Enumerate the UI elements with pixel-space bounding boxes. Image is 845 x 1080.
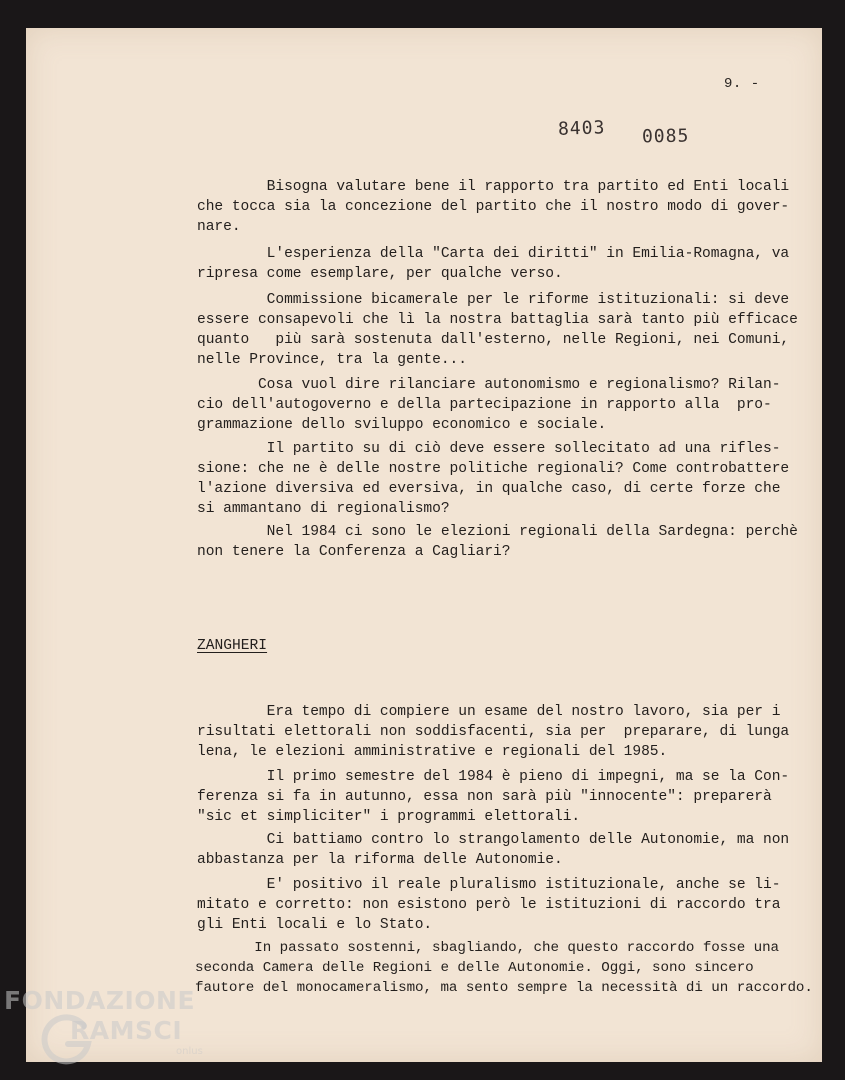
paragraph-3: Commissione bicamerale per le riforme istituzionali: si deve essere consapevoli che lì la nostra battaglia sarà tanto più efficace quanto più sarà sostenuta dall'esterno, nelle Regioni, nei Comuni, nelle Province, tra la gente...: [197, 292, 798, 368]
foundation-watermark: [4, 986, 224, 1076]
stamp-number-right: 0085: [641, 125, 690, 148]
speaker-paragraph-3: Ci battiamo contro lo strangolamento delle Autonomie, ma non abbastanza per la riforma delle Autonomie.: [197, 832, 790, 868]
speaker-paragraph-2: Il primo semestre del 1984 è pieno di impegni, ma se la Con- ferenza si fa in autunno, essa non sarà più "innocente": preparerà "sic et simpliciter" i programmi elettorali.: [197, 769, 790, 825]
paragraph-6: Nel 1984 ci sono le elezioni regionali della Sardegna: perchè non tenere la Conferenza a Cagliari?: [197, 524, 798, 560]
speaker-paragraph-1: Era tempo di compiere un esame del nostro lavoro, sia per i risultati elettorali non soddisfacenti, sia per preparare, di lunga lena, le elezioni amministrative e regionali del 1985.: [197, 704, 790, 760]
watermark-line-2: RAMSCI: [70, 1016, 183, 1045]
paragraph-2: L'esperienza della "Carta dei diritti" in Emilia-Romagna, ripresa come esemplare, per qualche verso.: [197, 246, 763, 282]
speaker-heading: ZANGHERI: [197, 638, 268, 654]
page-number: 9. -: [724, 76, 760, 92]
paragraph-1: Bisogna valutare bene il rapporto tra partito ed Enti locali che tocca sia la concezione del partito che il nostro modo di gover- nare.: [197, 179, 790, 235]
speaker-paragraph-5: In passato sostenni, sbagliando, che questo raccordo fosse una seconda Camera delle Regioni e delle Autonomie. Oggi, sono sincero fautore del monocameralismo, ma sento sempre la necessità di un raccordo.: [195, 940, 813, 996]
speaker-paragraph-4: E' positivo il reale pluralismo istituzionale, anche se li- mitato e corretto: non esistono però le istituzioni di raccordo tra gli Enti locali e lo Stato.: [197, 877, 781, 933]
stamp-number-left: 8403: [557, 117, 606, 140]
paragraph-4: Cosa vuol dire rilanciare autonomismo e regionalismo? Rilan- cio dell'autogoverno e della partecipazione in rapporto alla pro- grammazione dello sviluppo economico e sociale.: [197, 377, 781, 433]
watermark-line-1: FONDAZIONE: [4, 986, 196, 1015]
paragraph-5: Il partito su di ciò deve essere sollecitato ad una rifles- sione: che ne è delle nostre politiche regionali? Come controbattere l'azione diversiva ed eversiva, in qualche caso, di certe forze che si ammantano di regionalismo?: [197, 441, 790, 517]
watermark-suffix: onlus: [176, 1046, 203, 1057]
